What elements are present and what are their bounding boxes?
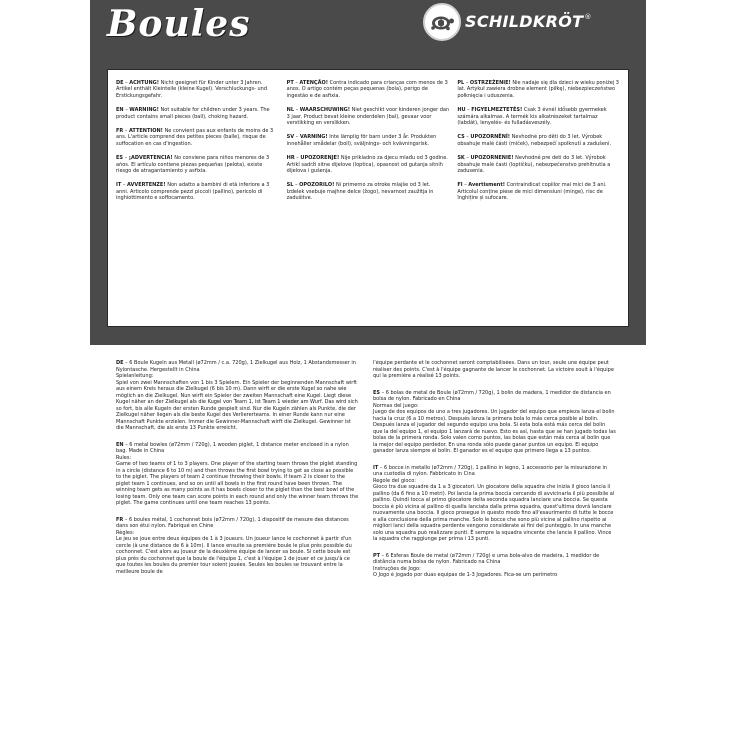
instructions-column-right bbox=[373, 360, 616, 736]
game-instructions bbox=[116, 360, 616, 736]
registered-mark: ® bbox=[584, 13, 592, 21]
turtle-icon bbox=[423, 3, 461, 41]
brand-logo bbox=[423, 4, 631, 40]
warnings-column-3 bbox=[457, 80, 620, 318]
warning-pt: PT – ATENÇÃO! Contra indicado para crianças com menos de 3 anos. O artigo contém peças pequenas (bola), perigo de ingestão e de asfixia. bbox=[286, 80, 448, 99]
warning-es: ES – ¡ADVERTENCIA! No conviene para niños menores de 3 años. El artículo contiene piezas pequeñas (pelota), existe riesgo de atragantamiento y asfixia. bbox=[116, 155, 270, 175]
warnings-column-2 bbox=[287, 80, 450, 318]
brand-name: SCHILDKRÖT bbox=[465, 12, 584, 31]
warning-sk: SK – UPOZORNENIE! Nevhodné pre deti do 3 let. Výrobok obsahuje malé časti (loptičku), nebezpečenstvo prehltnutia a zadusenia. bbox=[457, 155, 611, 175]
warning-en: EN – WARNING! Not suitable for children under 3 years. The product contains small pieces (ball), choking hazard. bbox=[116, 107, 270, 120]
instructions-pt: PT – 6 Esferas Boule de metal (ø72mm / 720g) e uma bola-alvo de madeira, 1 medidor de distância numa bolsa de nylon. Fabricado na China Instruções de Jogo: O Jogo é jogado por duas equipas de 1-3 Jogadores. Fica-se um perímetro bbox=[373, 552, 600, 578]
instructions-fr-continued: l'équipe perdante et le cochonnet seront comptabilisées. Dans un tour, seule une équipe peut réaliser des points. C'est à l'équipe gagnante de lancer le cochonnet. La victoire souit à l'équipe qui la première a réalisé 13 points. bbox=[373, 360, 614, 379]
instructions-en: EN – 6 metal bowles (ø72mm / 720g), 1 wooden piglet, 1 distance meter enclosed in a nylon bag. Made in China Rules: Game of two teams of 1 to 3 players. One player of the starting team throws the piglet standing in a circle (distance 6 to 10 m) and then throws the first bowl trying to get as close as possible to the piglet. The players of team 2 continue throwing their bowls. If team 2 is closer to the piglet team 1 continues, and so on until all bowls in the first round have been thrown. The winning team gets as many points as it has bowls closer to the piglet than the best bowl of the losing team. Only one team can score points in each round and only the winner team throws the piglet. The game continues until one team reaches 13 points. bbox=[116, 441, 359, 506]
warning-sl: SL – OPOZORILO! Ni primerno za otroke mlajše od 3 let. Izdelek vsebuje majhne delce (žogo), nevarnost zaužitja in zadušitve. bbox=[286, 182, 434, 202]
warning-pl: PL – OSTRZEŻENIE! Nie nadaje się dla dzieci w wieku poniżej 3 lat. Artykuł zawiera drobne element (piłkę), niebezpieczeństwo połknięcia i uduszenia. bbox=[457, 80, 619, 99]
instructions-de: DE – 6 Boule Kugeln aus Metall (ø72mm / c.a. 720g), 1 Zielkugel aus Holz, 1 Abstandsmesser in Nylontasche. Hergestellt in China Spielanleitung: Spiel von zwei Mannschaften von 1 bis 3 Spielern. Ein Spieler der beginnenden Mannschaft wirft aus einem Kreis heraus die Zielkugel (6 bis 10 m). Dann wirft er die erste Kugel so nahe wie möglich an die Zielkugel. Nun wirft ein Spieler der zweiten Mannschaft eine Kugel. Liegt diese Kugel näher an der Zielkugel als die Kugel von Team 1, ist Team 1 wieder am Wurf. Das wird sich so fort, bis alle Kugeln der ersten Runde gespielt sind. Nur die Kugeln zählen als Punkte, die der Zielkugel näher liegen als die beste Kugel des Verliererteams. In einer Runde kann nur eine Mannschaft Punkte erzielen. Immer die Gewinner-Mannschaft wirft die Zielkugel. Gewinner ist die Mannschaft, die als erste 13 Punkte erreicht. bbox=[116, 360, 358, 431]
product-title: Boules bbox=[107, 3, 251, 45]
warning-hr: HR – UPOZORENJE! Nije prikladno za djecu mlađu od 3 godine. Artikl sadrži sitne dijelove (loptica), opasnost od gutanja sitnih dijelova i gušenja. bbox=[286, 155, 448, 175]
warning-sv: SV – VARNING! Inte lämplig för barn under 3 år. Produkten innehåller smådelar (boll), sväljnings- och kvävningsrisk. bbox=[286, 134, 437, 147]
instructions-fr: FR – 6 boules métal, 1 cochonnet bois (ø72mm / 720g), 1 dispositif de mesure des distances dans son étui nylon. Fabriqué en Chine Règles: Le jeu se joue entre deux équipes de 1 à 3 joueurs. Un joueur lance le cochonnet à partir d'un cercle (à une distance de 6 à 10m). Il lance ensuite sa première boule le plus près possible du cochonnet. C'est alors au joueur de la deuxième équipe de lancer sa boule. Si cette boule est plus près du cochonnet que la boule de l'équipe 1, c'est à l'équipe 1 de jouer et ce jusqu'à ce que toutes les boules du premier tour soient jouées. Seules les boules se trouvant entre la meilleure boule de bbox=[116, 516, 352, 575]
warning-it: IT – AVVERTENZE! Non adatto a bambini di età inferiore a 3 anni. Articolo comprende pezzi piccoli (pallino), pericolo di inghiottimento e soffocamento. bbox=[116, 182, 270, 202]
warning-de: DE – ACHTUNG! Nicht geeignet für Kinder unter 3 Jahren. Artikel enthält Kleinteile (kleine Kugel). Verschluckungs- und Erstickungsgefahr. bbox=[116, 80, 268, 99]
instructions-it: IT – 6 bocce in metallo (ø72mm / 720g), 1 pallino in legno, 1 accessorio per la misurazione in una custodia di nylon. Fabbricato in Cina Regole del gioco: Gioco tra due squadre da 1 a 3 giocatori. Un giocatore della squadra che inizia il gioco lancia il pallino (da 6 fino a 10 metri). Poi lancia la prima boccia cercando di avvicinarla il più possibile al pallino. Quindi tocca al primo giocatore della seconda squadra lanciare una boccia. Se questa boccia è più vicina al pallino di quella lanciata dalla prima squadra, quest'ultima dovrà lanciare nuovamente una boccia. Il gioco prosegue in questo modo fino all'esaurimento di tutte le bocce e alla conclusione della prima manche. Solo le bocce che sono più vicine al pallino rispetto ai migliori lanci della squadra perdente vengono considerate ai fini del punteggio. In una manche solo una squadra può realizzare punti. È sempre la squadra vincente che lancia il pallino. Vince la squadra che raggiunge per prima i 13 punti. bbox=[373, 464, 615, 542]
safety-warnings-box bbox=[107, 69, 629, 327]
instructions-column-left bbox=[116, 360, 359, 736]
warning-fr: FR – ATTENTION! Ne convient pas aux enfants de moins de 3 ans. L'article comprend des petites pieces (balle), risque de suffocation en cas d'ingestion. bbox=[116, 128, 274, 147]
instructions-es: ES – 6 bolas de metal de Boule (ø72mm / 720g), 1 bolin de madera, 1 medidor de distancia en bolsa de nylon. Fabricado en China Normas del juego: Juego de dos equipos de uno a tres jugadores. Un jugador del equipo que empieza lanza el bolin hacia la cruz (6 a 10 metros). Después lanza la primera bola lo más cerca posible al bolin. Después lanza el jugador del segundo equipo una bola. Si esta bola está más cerca del bolin que la del equipo 1, el equipo 1 lanzará de nuevo. Esto es así, hasta que se han jugado todas las bolas de la primera ronda. Solo valen como puntos, las bolas que están más cerca al bolin que la mejor del equipo perdedor. En una ronda sólo puede ganar puntos un equipo. El equipo ganador lanza siempre el bolin. El ganador es el equipo que primero llega a 13 puntos. bbox=[373, 389, 616, 454]
warning-hu: HU – FIGYELMEZTETÉS! Csak 3 évnél idősebb gyermekek számára alkalmas. A termék kis alkatrészeket tartalmaz (labdát), lenyelés- és fulladásveszély. bbox=[457, 107, 607, 127]
warning-nl: NL – WAARSCHUWING! Niet geschikt voor kinderen jonger dan 3 jaar. Product bevat kleine onderdelen (bal), gevaar voor verstikking en verslikken. bbox=[286, 107, 450, 127]
warning-cs: CS – UPOZORNĚNÍ! Nevhodné pro děti do 3 let. Výrobek obsahuje malé části (míček), nebezpečí spolknutí a zadušení. bbox=[457, 134, 612, 147]
warning-ro: FI – Avertisment! Contraindicat copiilor mai mici de 3 ani. Articolul conține piese de mici dimensiuni (minge), risc de înghițire și sufocare. bbox=[457, 182, 607, 202]
warnings-column-1 bbox=[116, 80, 279, 318]
